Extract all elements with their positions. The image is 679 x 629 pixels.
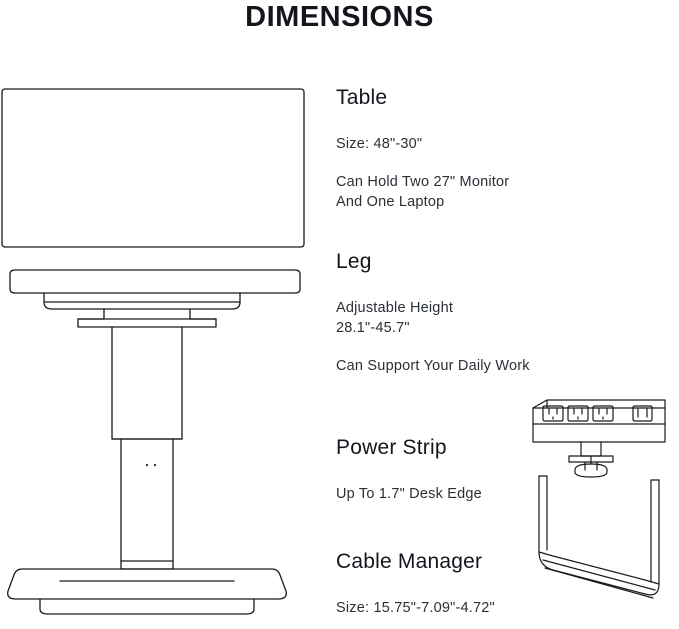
spec-line-leg-support: Can Support Your Daily Work <box>336 358 530 374</box>
spec-line-cable-manager-size: Size: 15.75"-7.09"-4.72" <box>336 600 495 616</box>
spec-heading-leg: Leg <box>336 250 372 273</box>
power-strip-illustration <box>529 338 669 478</box>
desk-side-view-illustration <box>0 269 310 629</box>
spec-line-power-strip-edge: Up To 1.7" Desk Edge <box>336 486 482 502</box>
spec-line-table-capacity-1: Can Hold Two 27" Monitor <box>336 174 510 190</box>
product-illustrations <box>0 78 310 622</box>
spec-line-leg-range: 28.1"-45.7" <box>336 320 410 336</box>
spec-block-table <box>336 86 679 212</box>
spec-heading-power-strip: Power Strip <box>336 436 447 459</box>
spec-heading-table: Table <box>336 86 388 109</box>
spec-line-leg-adjustable: Adjustable Height <box>336 300 454 316</box>
spec-line-table-capacity-2: And One Laptop <box>336 194 445 210</box>
cable-manager-illustration <box>529 470 669 620</box>
spec-heading-cable-manager: Cable Manager <box>336 550 483 573</box>
page-title: DIMENSIONS <box>245 1 434 33</box>
desk-top-view-illustration <box>0 78 310 263</box>
spec-line-table-size: Size: 48"-30" <box>336 136 423 152</box>
